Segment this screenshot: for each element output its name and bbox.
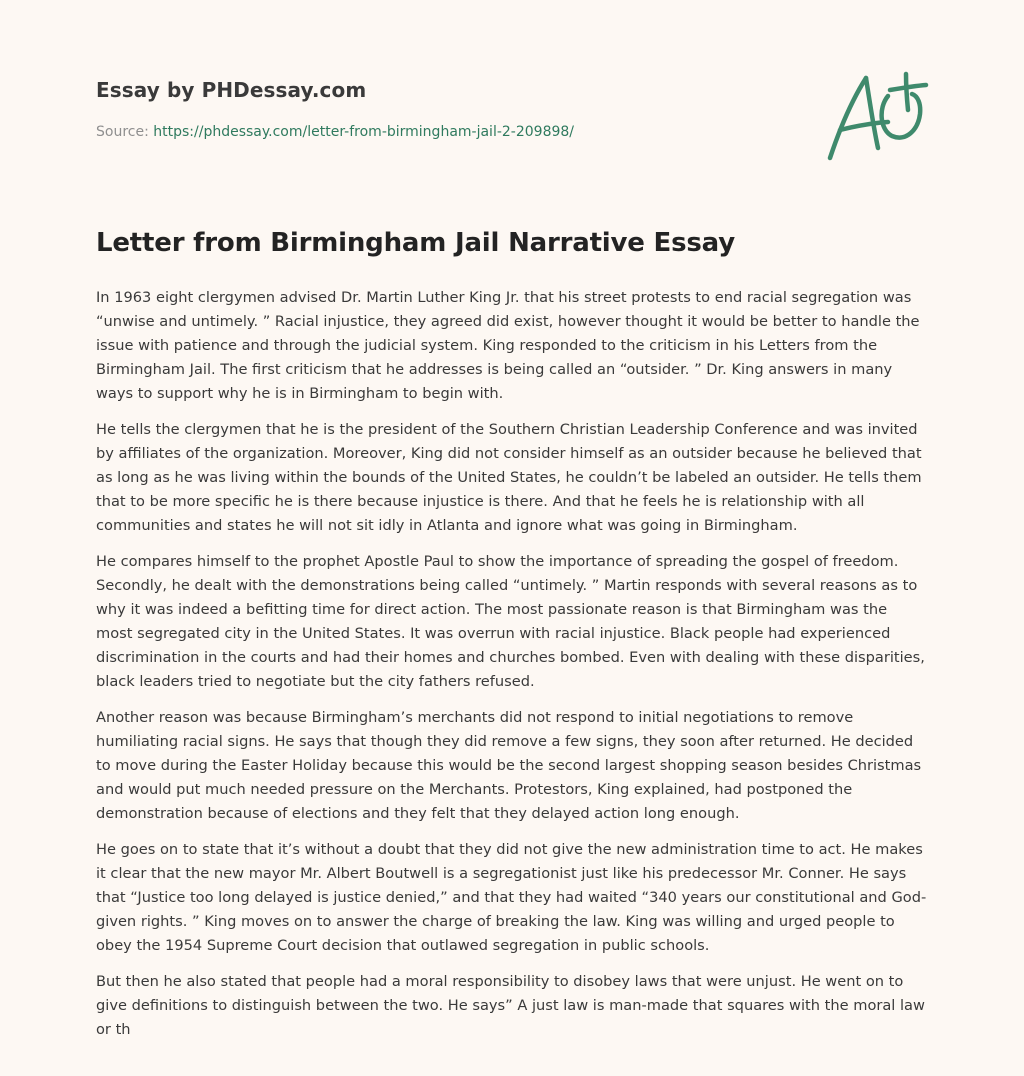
essay-paragraph: But then he also stated that people had a moral responsibility to disobey laws that were unjust. He went on to give definitions to distinguish between the two. He says” A just law is man-made that squares with the moral law or th — [96, 973, 925, 1038]
essay-body — [96, 286, 928, 1054]
essay-paragraph: In 1963 eight clergymen advised Dr. Martin Luther King Jr. that his street protests to end racial segregation was “unwise and untimely. ” Racial injustice, they agreed did exist, however thought it would be better to handle the issue with patience and through the judicial system. King responded to the criticism in his Letters from the Birmingham Jail. The first criticism that he addresses is being called an “outsider. ” Dr. King answers in many ways to support why he is in Birmingham to begin with. — [96, 289, 920, 402]
source-line — [96, 124, 574, 140]
essay-paragraph: He compares himself to the prophet Apostle Paul to show the importance of spreading the gospel of freedom. Secondly, he dealt with the demonstrations being called “untimely. ” Martin responds with several reasons as to why it was indeed a befitting time for direct action. The most passionate reason is that Birmingham was the most segregated city in the United States. It was overrun with racial injustice. Black people had experienced discrimination in the courts and had their homes and churches bombed. Even with dealing with these disparities, black leaders tried to negotiate but the city fathers refused. — [96, 553, 925, 690]
site-title: Essay by PHDessay.com — [96, 78, 367, 102]
essay-paragraph: He tells the clergymen that he is the president of the Southern Christian Leadership Conference and was invited by affiliates of the organization. Moreover, King did not consider himself as an outsider because he believed that as long as he was living within the bounds of the United States, he couldn’t be labeled an outsider. He tells them that to be more specific he is there because injustice is there. And that he feels he is relationship with all communities and states he will not sit idly in Atlanta and ignore what was going in Birmingham. — [96, 421, 922, 534]
a-plus-logo-icon — [826, 68, 930, 164]
essay-title: Letter from Birmingham Jail Narrative Essay — [96, 228, 735, 258]
source-link[interactable]: https://phdessay.com/letter-from-birmingham-jail-2-209898/ — [153, 124, 575, 140]
essay-paragraph: He goes on to state that it’s without a doubt that they did not give the new administration time to act. He makes it clear that the new mayor Mr. Albert Boutwell is a segregationist just like his predecessor Mr. Conner. He says that “Justice too long delayed is justice denied,” and that they had waited “340 years our constitutional and God-given rights. ” King moves on to answer the charge of breaking the law. King was willing and urged people to obey the 1954 Supreme Court decision that outlawed segregation in public schools. — [96, 841, 927, 954]
source-label: Source: — [96, 124, 149, 140]
essay-paragraph: Another reason was because Birmingham’s merchants did not respond to initial negotiations to remove humiliating racial signs. He says that though they did remove a few signs, they soon after returned. He decided to move during the Easter Holiday because this would be the second largest shopping season besides Christmas and would put much needed pressure on the Merchants. Protestors, King explained, had postponed the demonstration because of elections and they felt that they delayed action long enough. — [96, 709, 922, 822]
